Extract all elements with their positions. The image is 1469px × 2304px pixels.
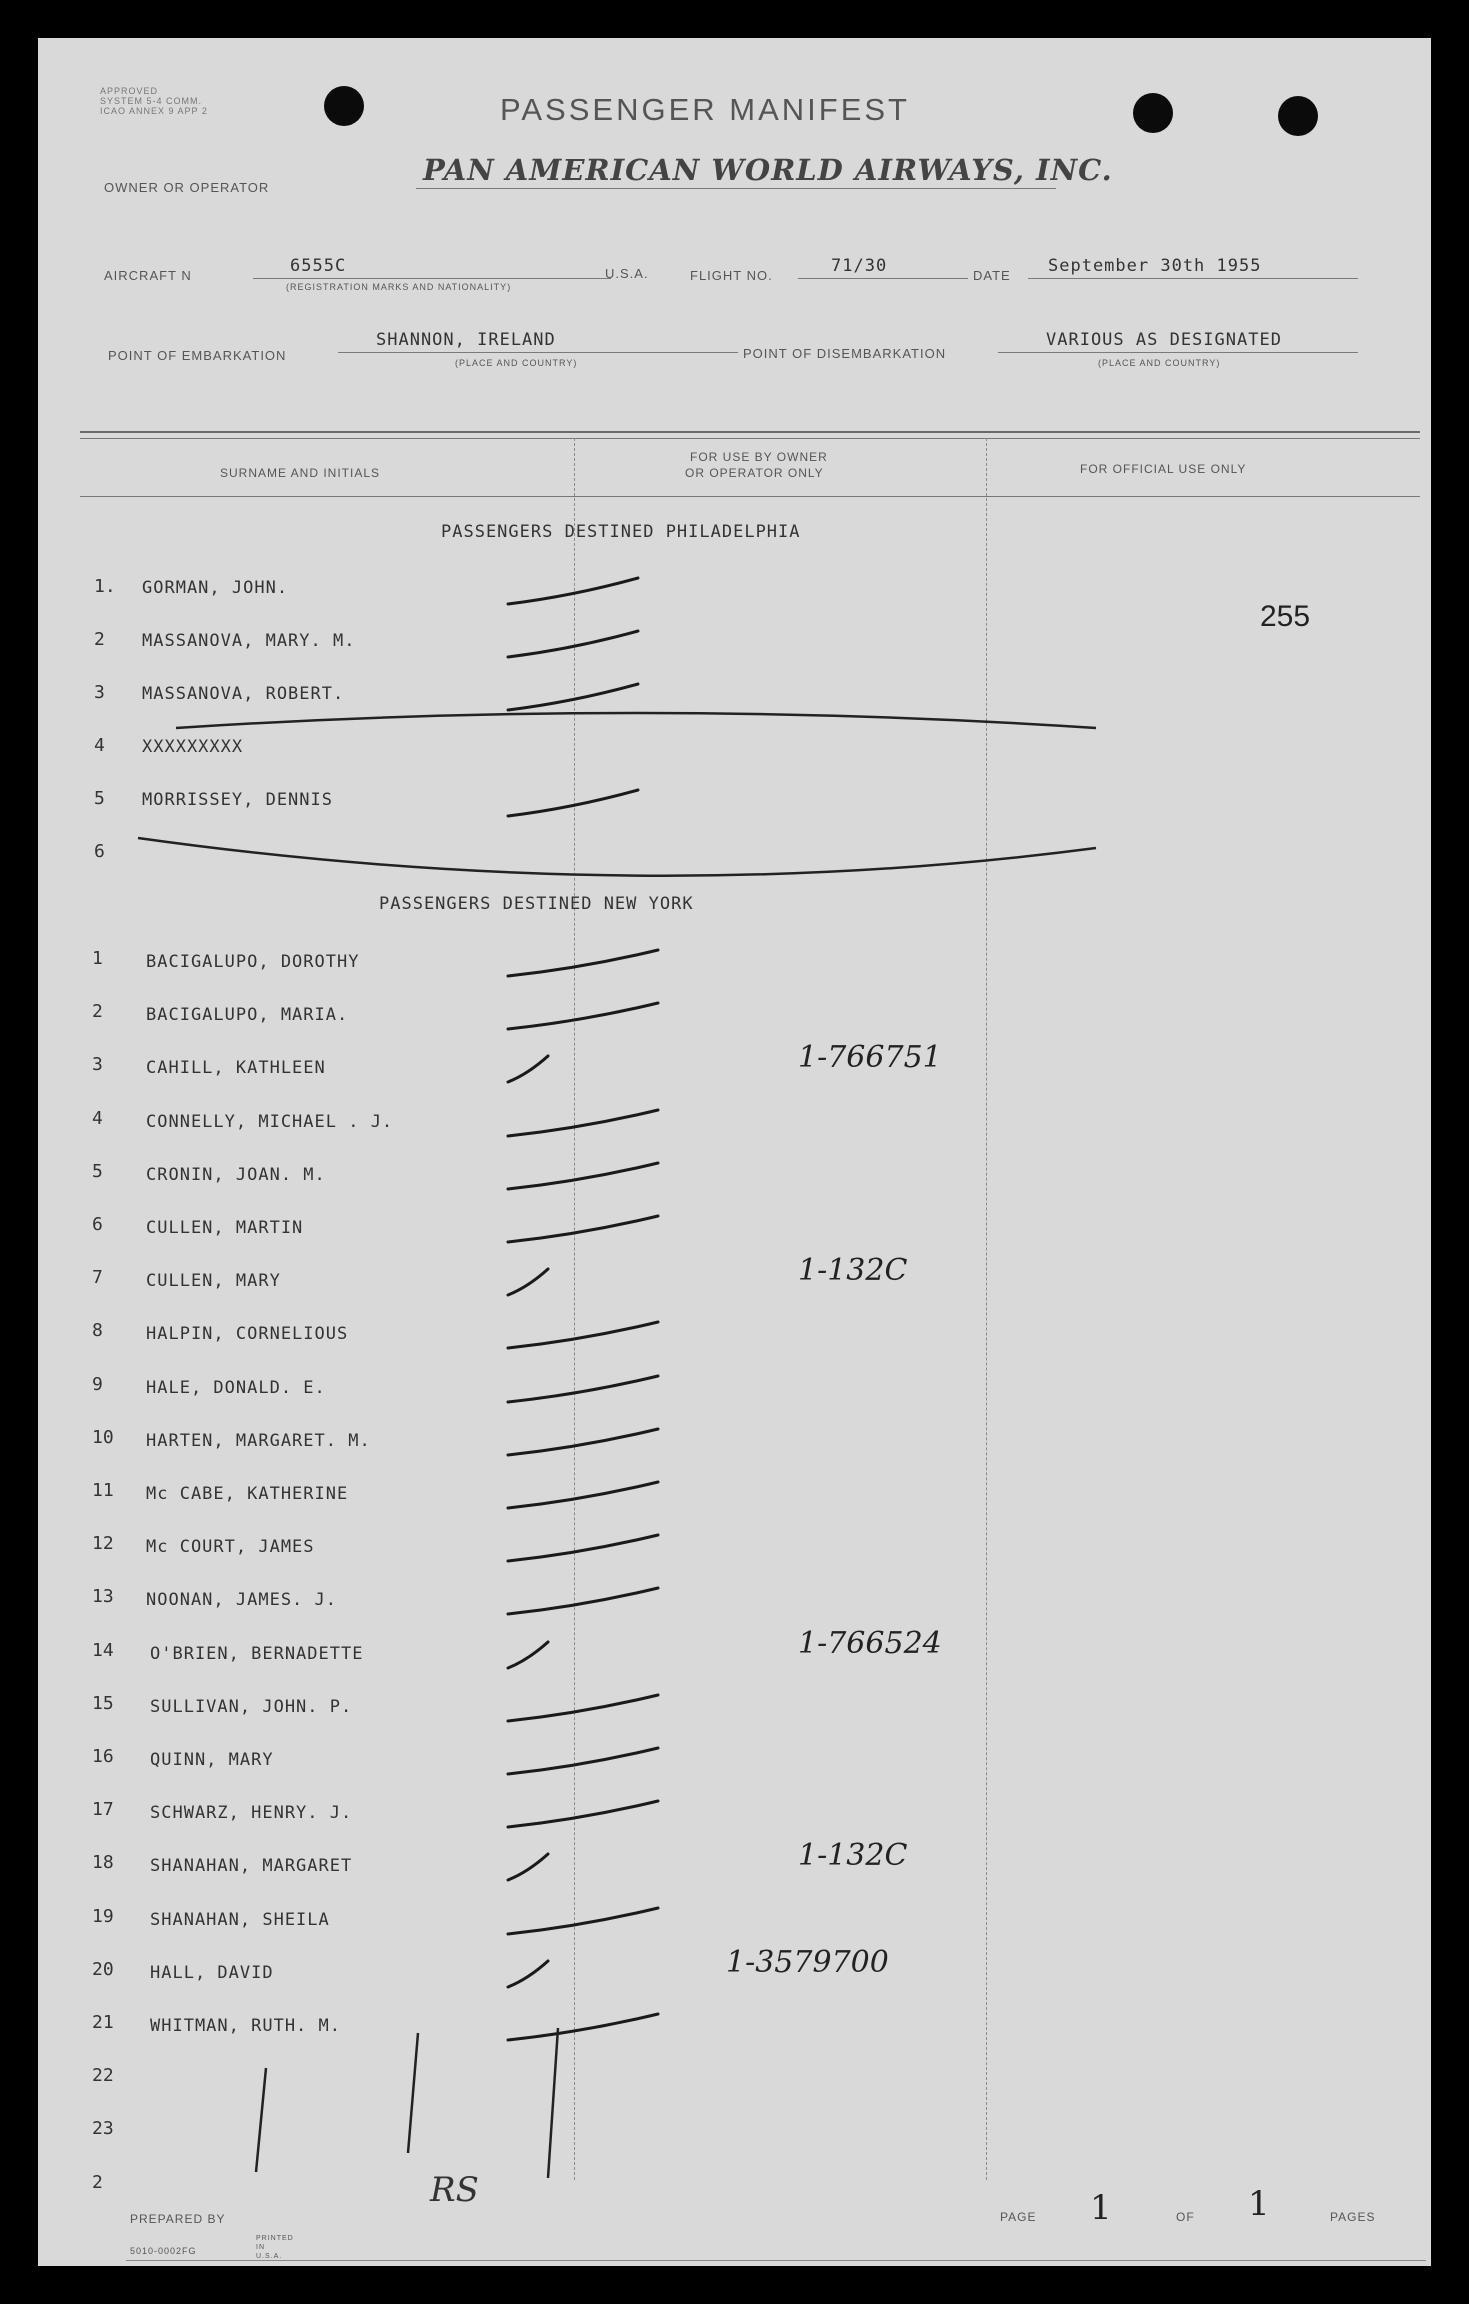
approval-stamp: APPROVED SYSTEM 5-4 COMM. ICAO ANNEX 9 APP 2 xyxy=(100,86,208,116)
passenger-name: BACIGALUPO, DOROTHY xyxy=(146,952,360,972)
aircraft-sub: (REGISTRATION MARKS AND NATIONALITY) xyxy=(286,282,512,292)
check-tick xyxy=(508,1908,658,1934)
section-philadelphia: PASSENGERS DESTINED PHILADELPHIA xyxy=(441,522,801,542)
form-code: 5010-0002FG xyxy=(130,2246,197,2256)
row-number: 10 xyxy=(92,1427,114,1448)
row-number: 22 xyxy=(92,2065,114,2086)
row-number: 7 xyxy=(92,1267,103,1288)
initials: RS xyxy=(430,2170,479,2210)
passenger-name: QUINN, MARY xyxy=(150,1750,274,1770)
date-value: September 30th 1955 xyxy=(1048,256,1262,276)
row-number: 5 xyxy=(92,1161,103,1182)
passenger-name: CONNELLY, MICHAEL . J. xyxy=(146,1112,394,1132)
passenger-name: MASSANOVA, MARY. M. xyxy=(142,631,356,651)
check-tick xyxy=(508,1003,658,1029)
row-number: 18 xyxy=(92,1852,114,1873)
passenger-name: GORMAN, JOHN. xyxy=(142,578,289,598)
prepared-label: PREPARED BY xyxy=(130,2212,226,2226)
passenger-name: MASSANOVA, ROBERT. xyxy=(142,684,345,704)
check-tick xyxy=(508,1429,658,1455)
row-number: 5 xyxy=(94,788,105,809)
printer-mark: PRINTED IN U.S.A. xyxy=(256,2235,294,2260)
check-tick xyxy=(508,1854,548,1880)
section-new-york: PASSENGERS DESTINED NEW YORK xyxy=(379,894,694,914)
passenger-name: HALE, DONALD. E. xyxy=(146,1378,326,1398)
passenger-name: Mc CABE, KATHERINE xyxy=(146,1484,349,1504)
row-number: 15 xyxy=(92,1693,114,1714)
ticket-note: 1-132C xyxy=(798,1838,908,1873)
passenger-name: CAHILL, KATHLEEN xyxy=(146,1058,326,1078)
row-number: 3 xyxy=(94,682,105,703)
disembark-label: POINT OF DISEMBARKATION xyxy=(743,346,947,361)
check-tick xyxy=(508,1588,658,1614)
check-tick xyxy=(508,1269,548,1295)
col-official-header: FOR OFFICIAL USE ONLY xyxy=(1080,462,1247,476)
row-number: 1 xyxy=(92,948,103,969)
check-tick xyxy=(508,1695,658,1721)
passenger-name: BACIGALUPO, MARIA. xyxy=(146,1005,349,1025)
page-label: PAGE xyxy=(1000,2210,1037,2224)
passenger-name: Mc COURT, JAMES xyxy=(146,1537,315,1557)
ticket-note: 1-132C xyxy=(798,1253,908,1288)
passenger-name: SHANAHAN, MARGARET xyxy=(150,1856,353,1876)
row-number: 2 xyxy=(92,1001,103,1022)
check-tick xyxy=(508,1163,658,1189)
pen-stroke xyxy=(256,2068,266,2172)
flight-label: FLIGHT NO. xyxy=(690,268,773,283)
disembark-value: VARIOUS AS DESIGNATED xyxy=(1046,330,1282,350)
row-number: 23 xyxy=(92,2118,114,2139)
of-label: OF xyxy=(1176,2210,1195,2224)
official-number: 255 xyxy=(1260,600,1311,633)
disembark-sub: (PLACE AND COUNTRY) xyxy=(1098,358,1221,368)
passenger-name: HALL, DAVID xyxy=(150,1963,274,1983)
check-tick xyxy=(508,950,658,976)
aircraft-value: 6555C xyxy=(290,256,347,276)
pen-stroke xyxy=(408,2033,418,2153)
passenger-name: SHANAHAN, SHEILA xyxy=(150,1910,330,1930)
passenger-name: HARTEN, MARGARET. M. xyxy=(146,1431,371,1451)
col-owner-header-2: OR OPERATOR ONLY xyxy=(685,466,824,480)
row-number: 11 xyxy=(92,1480,114,1501)
check-tick xyxy=(508,1110,658,1136)
footer-line xyxy=(126,2260,1426,2261)
usa-label: U.S.A. xyxy=(605,266,649,281)
check-tick xyxy=(508,1322,658,1348)
passenger-name: CULLEN, MARTIN xyxy=(146,1218,304,1238)
row-number: 1. xyxy=(94,576,116,597)
check-tick xyxy=(508,631,638,657)
passenger-name: CRONIN, JOAN. M. xyxy=(146,1165,326,1185)
check-tick xyxy=(508,1216,658,1242)
check-tick xyxy=(508,1961,548,1987)
embark-sub: (PLACE AND COUNTRY) xyxy=(455,358,578,368)
ticket-note: 1-766524 xyxy=(798,1626,942,1661)
col-surname-header: SURNAME AND INITIALS xyxy=(220,466,381,480)
passenger-name: HALPIN, CORNELIOUS xyxy=(146,1324,349,1344)
check-tick xyxy=(508,2014,658,2040)
row-number: 17 xyxy=(92,1799,114,1820)
ticket-note: 1-3579700 xyxy=(726,1945,889,1980)
strike-line xyxy=(138,838,1096,876)
handwritten-marks xyxy=(38,38,1431,2266)
passenger-name: WHITMAN, RUTH. M. xyxy=(150,2016,341,2036)
passenger-name: CULLEN, MARY xyxy=(146,1271,281,1291)
pen-stroke xyxy=(548,2028,558,2178)
passenger-name: O'BRIEN, BERNADETTE xyxy=(150,1644,364,1664)
owner-label: OWNER OR OPERATOR xyxy=(104,180,270,195)
check-tick xyxy=(508,1801,658,1827)
check-tick xyxy=(508,1376,658,1402)
passenger-name: NOONAN, JAMES. J. xyxy=(146,1590,337,1610)
row-number: 8 xyxy=(92,1320,103,1341)
row-number: 19 xyxy=(92,1906,114,1927)
row-number: 6 xyxy=(94,841,105,862)
check-tick xyxy=(508,790,638,816)
row-number: 2 xyxy=(94,629,105,650)
check-tick xyxy=(508,1056,548,1082)
page-title: PASSENGER MANIFEST xyxy=(500,92,910,127)
check-tick xyxy=(508,1748,658,1774)
passenger-name: MORRISSEY, DENNIS xyxy=(142,790,333,810)
passenger-name: XXXXXXXXX xyxy=(142,737,244,757)
row-number: 12 xyxy=(92,1533,114,1554)
row-number: 20 xyxy=(92,1959,114,1980)
row-number: 13 xyxy=(92,1586,114,1607)
manifest-sheet xyxy=(38,38,1431,2266)
embark-label: POINT OF EMBARKATION xyxy=(108,348,287,363)
embark-value: SHANNON, IRELAND xyxy=(376,330,556,350)
row-number: 16 xyxy=(92,1746,114,1767)
row-number: 14 xyxy=(92,1640,114,1661)
page-value: 1 xyxy=(1090,2188,1112,2228)
passenger-name: SULLIVAN, JOHN. P. xyxy=(150,1697,353,1717)
of-value: 1 xyxy=(1248,2184,1270,2224)
check-tick xyxy=(508,1642,548,1668)
row-number: 21 xyxy=(92,2012,114,2033)
strike-line xyxy=(176,713,1096,728)
row-number: 9 xyxy=(92,1374,103,1395)
check-tick xyxy=(508,1482,658,1508)
row-number: 2 xyxy=(92,2172,103,2193)
check-tick xyxy=(508,1535,658,1561)
check-tick xyxy=(508,578,638,604)
row-number: 3 xyxy=(92,1054,103,1075)
row-number: 4 xyxy=(92,1108,103,1129)
aircraft-label: AIRCRAFT N xyxy=(104,268,192,283)
flight-value: 71/30 xyxy=(831,256,888,276)
row-number: 4 xyxy=(94,735,105,756)
date-label: DATE xyxy=(973,268,1011,283)
passenger-name: SCHWARZ, HENRY. J. xyxy=(150,1803,353,1823)
pages-label: PAGES xyxy=(1330,2210,1376,2224)
owner-value: PAN AMERICAN WORLD AIRWAYS, INC. xyxy=(423,153,1113,187)
col-owner-header-1: FOR USE BY OWNER xyxy=(690,450,828,464)
check-tick xyxy=(508,684,638,710)
ticket-note: 1-766751 xyxy=(798,1040,942,1075)
row-number: 6 xyxy=(92,1214,103,1235)
